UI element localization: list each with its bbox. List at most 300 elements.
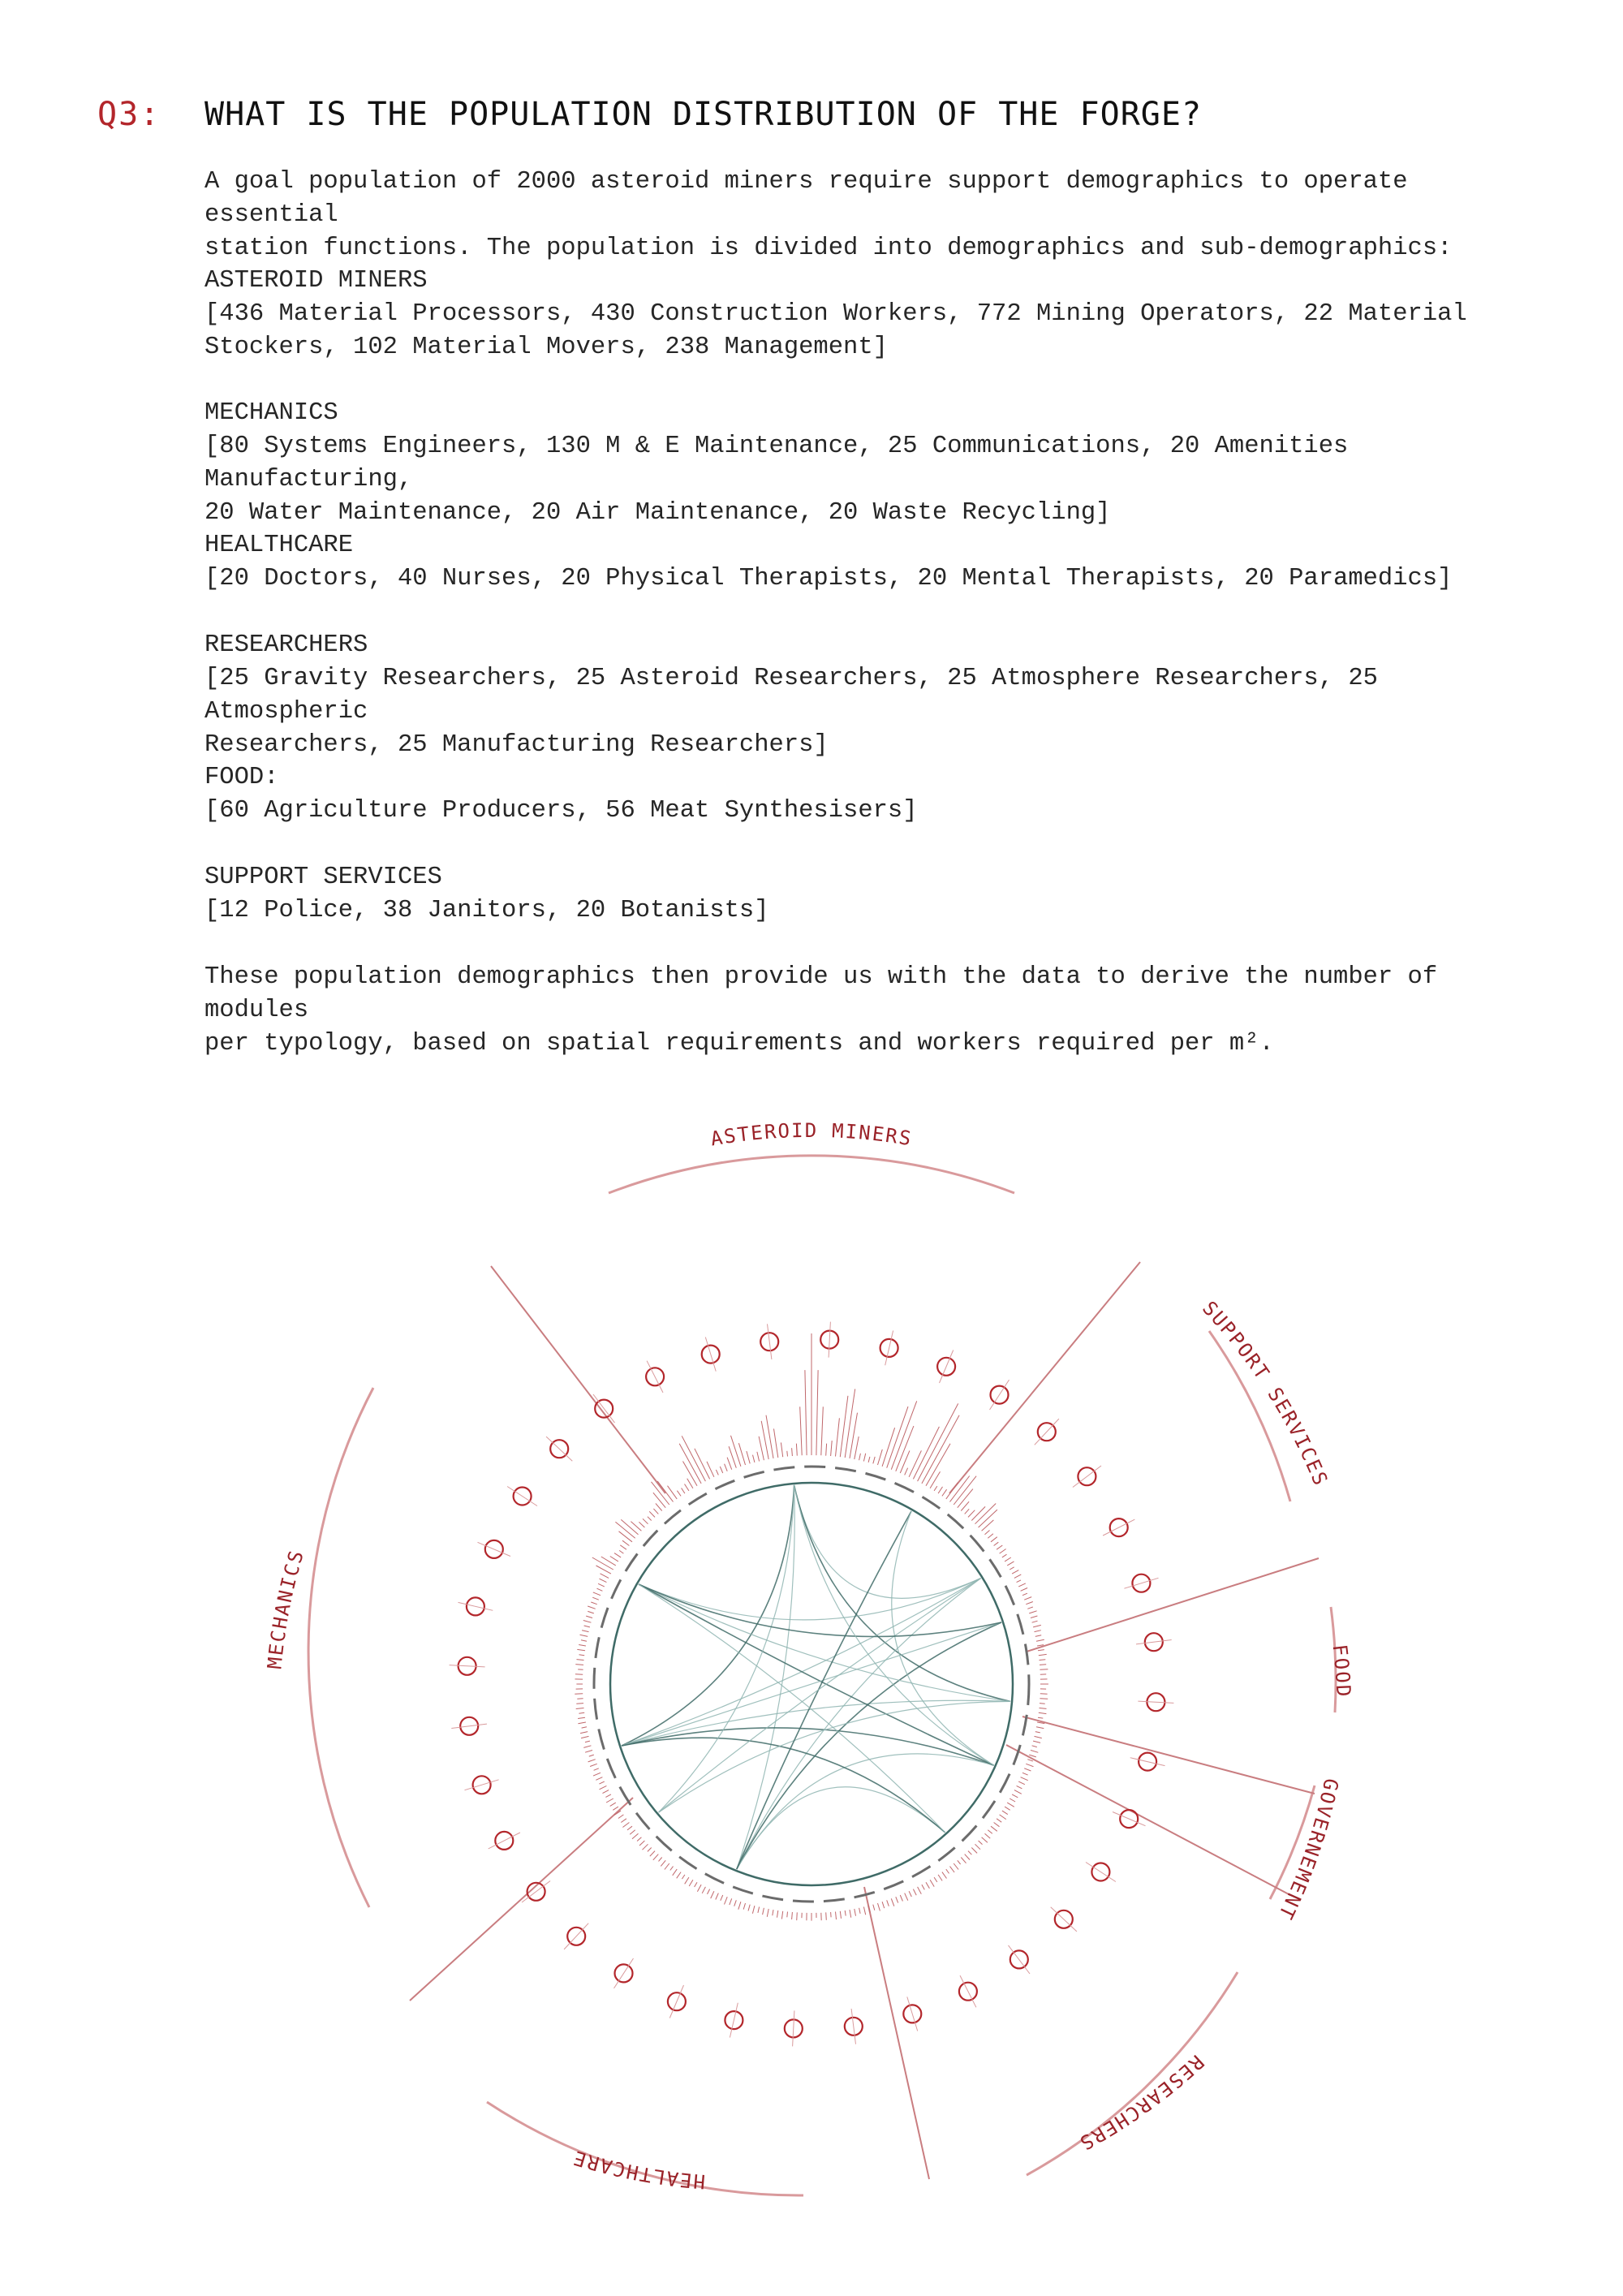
node-tick: [705, 1338, 716, 1372]
histogram-spike: [758, 1907, 760, 1913]
histogram-spike: [1038, 1650, 1044, 1651]
histogram-spike: [1031, 1751, 1038, 1753]
segment-dividers: [410, 1262, 1319, 2179]
histogram-spike: [965, 1509, 970, 1514]
histogram-spike: [946, 1483, 958, 1499]
histogram-spike: [1005, 1807, 1010, 1810]
histogram-spike: [584, 1626, 590, 1627]
histogram-spike: [968, 1851, 971, 1855]
histogram-spike: [836, 1912, 837, 1920]
histogram-spike: [763, 1908, 764, 1915]
histogram-spike: [975, 1844, 981, 1849]
histogram-spike: [909, 1450, 921, 1477]
label-asteroid-miners: ASTEROID MINERS: [708, 1118, 915, 1151]
histogram-spike: [653, 1493, 665, 1508]
chord-curve: [794, 1485, 1011, 1701]
histogram-spike: [622, 1540, 629, 1545]
chord-curve: [622, 1485, 794, 1746]
histogram-spike: [913, 1889, 916, 1896]
histogram-spike: [988, 1534, 993, 1538]
histogram-spike: [1017, 1786, 1022, 1788]
histogram-spike: [1040, 1708, 1047, 1709]
histogram-spike: [579, 1655, 585, 1656]
histogram-spike: [711, 1891, 714, 1898]
histogram-spike: [619, 1550, 623, 1553]
histogram-spike: [682, 1436, 705, 1481]
node-tick: [990, 1380, 1010, 1410]
histogram-spike: [845, 1389, 855, 1458]
node-tick: [1136, 1640, 1172, 1644]
histogram-spike: [610, 1803, 616, 1806]
histogram-spike: [748, 1905, 750, 1911]
histogram-spike: [673, 1869, 678, 1876]
label-food: FOOD: [1328, 1643, 1355, 1699]
histogram-spike: [1027, 1760, 1033, 1761]
histogram-spike: [922, 1415, 959, 1484]
histogram-spike: [613, 1807, 618, 1810]
histogram-spike: [942, 1872, 947, 1879]
histogram-spike: [630, 1830, 635, 1834]
histogram-spike: [583, 1621, 592, 1623]
histogram-spike: [648, 1517, 652, 1521]
histogram-spike: [1005, 1557, 1011, 1562]
histogram-spike: [637, 1837, 641, 1842]
histogram-spike: [1024, 1768, 1031, 1771]
chord-curve: [794, 1485, 994, 1765]
label-government: GOVERNEMENT: [1273, 1776, 1343, 1924]
histogram-spike: [697, 1885, 701, 1892]
histogram-spike: [632, 1833, 639, 1839]
histogram-spike: [747, 1451, 750, 1463]
histogram-spike: [596, 1777, 602, 1781]
arc-asteroid-miners: [609, 1156, 1014, 1193]
histogram-spike: [826, 1912, 827, 1919]
histogram-spike: [738, 1902, 741, 1910]
histogram-spike: [831, 1912, 832, 1917]
histogram-spike: [590, 1764, 597, 1766]
node-tick: [478, 1542, 511, 1556]
histogram-spike: [621, 1819, 626, 1823]
histogram-spike: [878, 1450, 883, 1465]
histogram-spike: [600, 1786, 607, 1789]
outer-arcs: [308, 1156, 1336, 2195]
histogram-spike: [887, 1900, 889, 1906]
node-tick: [647, 1361, 663, 1393]
histogram-spike: [689, 1880, 693, 1886]
histogram-spike: [1014, 1790, 1022, 1794]
histogram-spike: [985, 1531, 990, 1535]
histogram-spike: [997, 1545, 1002, 1549]
histogram-spike: [601, 1574, 609, 1579]
chord-curve: [737, 1485, 794, 1869]
histogram-spike: [752, 1906, 755, 1914]
histogram-spike: [1010, 1798, 1015, 1802]
histogram-spike: [882, 1428, 895, 1467]
chord-curve: [639, 1579, 981, 1620]
label-healthcare: HEALTHCARE: [570, 2145, 707, 2194]
histogram-spike: [665, 1863, 669, 1870]
histogram-spike: [578, 1722, 586, 1724]
histogram-spike: [618, 1815, 624, 1819]
histogram-spike: [930, 1471, 940, 1488]
histogram-spike: [961, 1501, 969, 1510]
histogram-spike: [918, 1403, 958, 1481]
histogram-spike: [1033, 1625, 1041, 1627]
histogram-spike: [656, 1503, 662, 1510]
node-tick: [614, 1958, 634, 1988]
histogram-spike: [896, 1897, 898, 1902]
chord-curve: [892, 1511, 994, 1765]
histogram-spike: [922, 1885, 924, 1889]
label-researchers: RESEARCHERS: [1074, 2050, 1208, 2156]
histogram-spike: [800, 1406, 803, 1455]
histogram-spike: [950, 1867, 955, 1872]
histogram-spike: [1012, 1794, 1018, 1798]
histogram-spike: [946, 1869, 949, 1873]
histogram-spike: [891, 1898, 894, 1906]
histogram-spike: [593, 1592, 601, 1596]
histogram-spike: [627, 1826, 632, 1830]
histogram-spike: [588, 1760, 596, 1762]
histogram-spike: [653, 1509, 658, 1514]
histogram-spike: [787, 1912, 788, 1918]
demographic-name-healthcare: HEALTHCARE: [204, 532, 354, 559]
node-tick: [1086, 1863, 1116, 1882]
histogram-spike: [859, 1454, 861, 1460]
histogram-spike: [1040, 1660, 1046, 1661]
histogram-spike: [578, 1717, 585, 1718]
histogram-spike: [582, 1630, 588, 1632]
histogram-spike: [891, 1401, 916, 1469]
histogram-spike: [657, 1481, 673, 1502]
histogram-spike: [581, 1640, 587, 1641]
histogram-spike: [576, 1708, 584, 1709]
histogram-spike: [1017, 1580, 1021, 1583]
histogram-spike: [592, 1557, 613, 1570]
histogram-spike: [757, 1452, 760, 1462]
histogram-spike: [1018, 1583, 1026, 1587]
node-tick: [768, 1324, 772, 1359]
histogram-spike: [781, 1911, 782, 1919]
histogram-spike: [653, 1854, 659, 1860]
histogram-spike: [730, 1898, 732, 1905]
histogram-spike: [797, 1912, 798, 1920]
histogram-spike: [585, 1751, 592, 1753]
histogram-spike: [1032, 1746, 1037, 1747]
histogram-spike: [821, 1406, 824, 1455]
histogram-spike: [1021, 1588, 1028, 1592]
histogram-spike: [580, 1635, 588, 1636]
histogram-spike: [988, 1830, 992, 1834]
node-tick: [451, 1724, 487, 1728]
histogram-spike: [1024, 1597, 1031, 1600]
histogram-spike: [1035, 1630, 1041, 1632]
histogram-spike: [643, 1844, 648, 1850]
histogram-spike: [603, 1790, 609, 1794]
histogram-spike: [805, 1370, 807, 1455]
histogram-spike: [598, 1583, 605, 1587]
node-tick: [458, 1602, 493, 1610]
histogram-spike: [579, 1645, 586, 1647]
histogram-spike: [774, 1428, 778, 1458]
histogram-spike: [759, 1437, 764, 1460]
histogram-spike: [648, 1848, 652, 1852]
arc-mechanics: [308, 1388, 373, 1907]
histogram-spike: [1029, 1611, 1036, 1613]
demographic-name-support-services: SUPPORT SERVICES: [204, 864, 442, 891]
histogram-spike: [994, 1542, 999, 1545]
histogram-spike: [649, 1511, 655, 1517]
chord-curves: [622, 1485, 1010, 1869]
histogram-spike: [1007, 1803, 1014, 1807]
histogram-spike: [605, 1794, 611, 1798]
conclusion-paragraph: These population demographics then provide us with the data to derive the number of modules per typology, based on spatial requirements and workers required per m².: [204, 963, 1438, 1058]
histogram-spike: [659, 1858, 662, 1862]
histogram-spike: [643, 1518, 648, 1523]
histogram-spike: [580, 1732, 588, 1734]
histogram-spike: [855, 1437, 859, 1459]
histogram-spike: [716, 1893, 719, 1900]
histogram-spike: [792, 1448, 793, 1456]
histogram-spike: [597, 1588, 603, 1591]
histogram-spike: [721, 1895, 723, 1901]
node-tick: [730, 2003, 738, 2038]
node-tick: [507, 1487, 537, 1506]
histogram-spike: [971, 1848, 977, 1854]
histogram-spike: [994, 1823, 1000, 1827]
histogram-spike: [622, 1823, 629, 1828]
demographic-name-mechanics: MECHANICS: [204, 399, 338, 427]
histogram-spike: [913, 1427, 939, 1480]
node-tick: [489, 1833, 520, 1849]
histogram-spike: [1032, 1621, 1038, 1622]
histogram-spike: [725, 1897, 728, 1904]
histogram-spike: [1000, 1549, 1006, 1554]
node-tick: [465, 1780, 499, 1790]
histogram-spike: [868, 1457, 870, 1462]
intro-paragraph: A goal population of 2000 asteroid miners require support demographics to operate essential station functions. The population is divided into demographics and sub-demographics:: [204, 168, 1453, 262]
histogram-spike: [845, 1910, 846, 1916]
node-tick: [450, 1665, 485, 1667]
segment-labels: [263, 1119, 1354, 2193]
histogram-spike: [878, 1903, 880, 1911]
histogram-spike: [997, 1819, 1001, 1822]
histogram-spike: [600, 1579, 607, 1582]
node-tick: [907, 1997, 918, 2031]
histogram-spike: [840, 1911, 841, 1919]
histogram-spike: [731, 1436, 741, 1467]
histogram-spike: [938, 1487, 942, 1493]
node-tick: [1103, 1519, 1134, 1536]
histogram-spike: [855, 1909, 856, 1916]
histogram-spike: [1021, 1777, 1028, 1781]
histogram-spike: [1022, 1773, 1028, 1775]
histogram-spike: [991, 1826, 997, 1831]
demographic-details-support-services: [12 Police, 38 Janitors, 20 Botanists]: [204, 897, 769, 924]
histogram-spike: [725, 1464, 728, 1471]
histogram-spike: [942, 1489, 947, 1496]
histogram-spike: [958, 1489, 973, 1508]
histogram-spike: [1018, 1781, 1025, 1785]
node-tick: [1113, 1812, 1146, 1826]
node-tick: [522, 1881, 550, 1903]
histogram-spike: [971, 1506, 985, 1520]
histogram-spike: [738, 1443, 745, 1465]
histogram-spike: [887, 1406, 908, 1468]
demographic-details-asteroid-miners: [436 Material Processors, 430 Construction Workers, 772 Mining Operators, 22 Material Stockers, 102 Material Movers, 238 Management]: [204, 300, 1467, 361]
histogram-spike: [1014, 1574, 1021, 1579]
histogram-spike: [579, 1712, 584, 1713]
histogram-spike: [900, 1450, 910, 1473]
histogram-spike: [687, 1479, 693, 1488]
demographic-name-researchers: RESEARCHERS: [204, 631, 368, 659]
histogram-spike: [1010, 1567, 1014, 1570]
histogram-spike: [577, 1649, 585, 1650]
histogram-spike: [968, 1510, 975, 1518]
histogram-spike: [859, 1908, 861, 1914]
histogram-spike: [716, 1470, 718, 1475]
histogram-spike: [581, 1736, 588, 1738]
histogram-spike: [685, 1484, 689, 1491]
histogram-spike: [677, 1872, 681, 1879]
histogram-spike: [979, 1841, 983, 1845]
population-chord-diagram: [0, 1088, 1623, 2224]
histogram-spike: [954, 1476, 976, 1505]
demographic-details-researchers: [25 Gravity Researchers, 25 Asteroid Researchers, 25 Atmosphere Researchers, 25 Atmospheric Researchers, 25 Manufacturing Researchers]: [204, 665, 1378, 759]
histogram-spike: [934, 1877, 937, 1882]
histogram-spike: [1026, 1602, 1033, 1605]
histogram-spike: [836, 1418, 840, 1456]
histogram-spike: [961, 1858, 966, 1863]
histogram-spike: [1036, 1639, 1044, 1641]
histogram-spike: [900, 1895, 902, 1902]
chord-curve: [737, 1579, 981, 1870]
histogram-spike: [1022, 1593, 1027, 1596]
chord-curve: [659, 1485, 794, 1812]
demographic-details-food: [60 Agriculture Producers, 56 Meat Synthesisers]: [204, 797, 918, 825]
histogram-spike: [926, 1444, 950, 1486]
histogram-spike: [679, 1444, 701, 1484]
histogram-spike: [882, 1902, 885, 1908]
histogram-spike: [619, 1531, 633, 1542]
histogram-spike: [1000, 1815, 1006, 1820]
histogram-spike: [615, 1522, 635, 1538]
node-tick: [960, 1975, 976, 2007]
histogram-spike: [863, 1907, 865, 1915]
chord-curve: [622, 1622, 1001, 1746]
chord-curve: [622, 1728, 994, 1765]
histogram-spike: [1027, 1607, 1033, 1609]
histogram-spike: [816, 1370, 818, 1455]
histogram-spike: [1036, 1727, 1044, 1729]
node-tick: [1130, 1758, 1165, 1766]
histogram-spike: [930, 1880, 934, 1886]
node-tick: [1009, 1945, 1031, 1974]
histogram-spike: [1039, 1654, 1047, 1655]
histogram-spike: [591, 1602, 596, 1605]
histogram-spike: [1033, 1741, 1040, 1742]
histogram-spike: [863, 1454, 865, 1462]
histogram-spike: [720, 1467, 722, 1473]
histogram-spike: [588, 1606, 596, 1609]
histogram-spike: [588, 1611, 594, 1613]
histogram-spike: [1002, 1811, 1008, 1815]
histogram-spike: [702, 1887, 705, 1893]
histogram-spike: [982, 1520, 994, 1531]
histogram-spike: [991, 1537, 997, 1542]
histogram-spike: [639, 1841, 644, 1846]
histogram-spike: [661, 1860, 665, 1866]
histogram-spike: [585, 1741, 590, 1742]
histogram-spike: [850, 1910, 851, 1918]
histogram-spike: [577, 1660, 584, 1661]
histogram-spike: [982, 1837, 988, 1843]
node-tick: [1073, 1466, 1101, 1488]
histogram-spike: [873, 1457, 875, 1464]
histogram-spike: [683, 1462, 698, 1486]
node-tick: [829, 1322, 830, 1358]
demographic-details-mechanics: [80 Systems Engineers, 130 M & E Maintenance, 25 Communications, 20 Amenities Manufacturing, 20 Water Maintenance, 20 Air Maintenance, 20 Waste Recycling]: [204, 433, 1349, 527]
histogram-spike: [905, 1468, 908, 1475]
histogram-spike: [682, 1875, 685, 1879]
node-tick: [851, 2009, 855, 2044]
histogram-spike: [621, 1519, 638, 1534]
label-support-services: SUPPORT SERVICES: [1198, 1296, 1332, 1490]
histogram-spike: [727, 1458, 732, 1470]
histogram-spike: [650, 1851, 655, 1857]
histogram-spike: [582, 1727, 587, 1728]
histogram-spike: [767, 1909, 768, 1917]
histogram-spike: [594, 1768, 599, 1771]
question-number: Q3:: [97, 96, 161, 133]
histogram-spike: [685, 1877, 689, 1884]
label-mechanics: MECHANICS: [263, 1546, 309, 1670]
histogram-spike: [670, 1867, 674, 1871]
histogram-spike: [1026, 1764, 1033, 1766]
node-tick: [885, 1331, 893, 1366]
histogram-spike: [593, 1773, 601, 1776]
histogram-spike: [1040, 1669, 1048, 1670]
histogram-spike: [787, 1451, 788, 1457]
histogram-spike: [620, 1545, 626, 1549]
histogram-spike: [599, 1781, 604, 1784]
histogram-spike: [639, 1522, 644, 1527]
histogram-spike: [1038, 1717, 1043, 1718]
histogram-spike: [734, 1900, 737, 1906]
demographic-name-food: FOOD:: [204, 764, 279, 791]
demographic-name-asteroid-miners: ASTEROID MINERS: [204, 267, 428, 295]
histogram-spike: [938, 1875, 942, 1881]
histogram-spike: [708, 1889, 710, 1894]
histogram-spike: [589, 1755, 594, 1756]
node-tick: [1124, 1578, 1158, 1588]
histogram-spike: [1002, 1554, 1007, 1557]
histogram-spike: [1035, 1736, 1042, 1738]
histogram-spike: [583, 1746, 591, 1748]
histogram-spike: [934, 1486, 937, 1491]
histogram-spike: [958, 1860, 961, 1864]
histogram-spike: [831, 1441, 833, 1456]
histogram-spike: [985, 1833, 991, 1838]
chord-curve: [737, 1754, 994, 1869]
histogram-spike: [743, 1903, 745, 1910]
histogram-spike: [781, 1442, 782, 1457]
histogram-spike: [695, 1882, 697, 1887]
node-tick: [593, 1394, 615, 1423]
node-tick: [940, 1350, 954, 1384]
demographic-details-healthcare: [20 Doctors, 40 Nurses, 20 Physical Therapists, 20 Mental Therapists, 20 Paramedics]: [204, 565, 1453, 592]
histogram-spike: [918, 1887, 922, 1894]
